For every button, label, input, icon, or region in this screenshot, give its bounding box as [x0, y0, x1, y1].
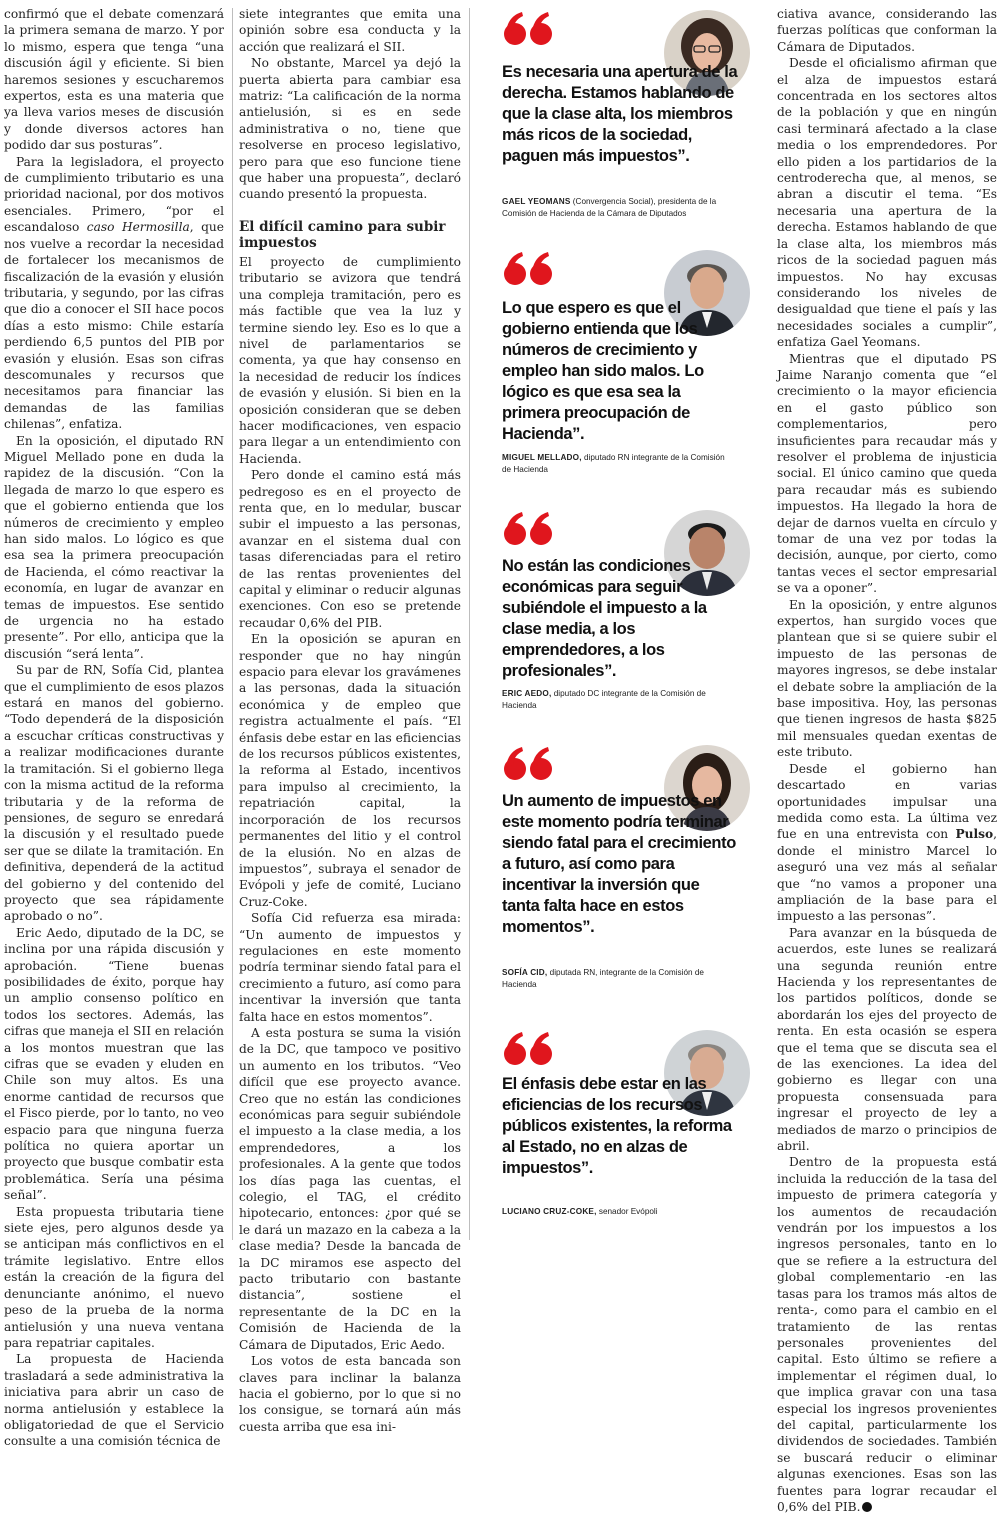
paragraph: Pero donde el camino está más pedregoso es en el proyecto de renta que, en lo medular, buscar subir el impuesto a las personas, avanzar en el sistema dual con tasas diferenciadas para el retiro de las rentas provenientes del capital y eliminar o reducir algunas exenciones. Con eso se pretende recaudar 0,6% del PIB.: [239, 468, 461, 630]
quote-block: [500, 10, 760, 225]
paragraph: Desde el oficialismo afirman que el alza de impuestos estará concentrada en los sectores altos de la población y que en ningún casi terminará afectado a la clase media o los emprendedores. Por ello piden a los partidarios de la centroderecha que, al menos, se abran a discutir el tema. “Es necesaria una apertura de la derecha. Estamos hablando de que la clase alta, los miembros más ricos de la sociedad paguen más impuestos. No hay excusas considerando los niveles de desigualdad que tiene el país y las necesidades sociales a cumplir”, enfatiza Gael Yeomans.: [777, 56, 997, 350]
quote-attribution: GAEL YEOMANS (Convergencia Social), presidenta de la Comisión de Hacienda de la Cámara de Diputados: [502, 197, 717, 218]
quote-block: [500, 250, 760, 480]
article-column-2: [239, 6, 461, 1435]
quote-marks-icon: [502, 10, 556, 46]
emphasis: caso Hermosilla: [86, 220, 190, 235]
quote-marks-icon: [502, 510, 556, 546]
quote-block: [500, 1030, 760, 1230]
article-column-3: [777, 6, 997, 1515]
paragraph: En la oposición se apuran en responder que no hay ningún espacio para elevar los gravámenes a las personas, dada la situación económica y de empleo que registra actualmente el país. “El énfasis debe estar en las eficiencias de los recursos públicos existentes, la reforma al Estado, incentivos para impulso al crecimiento, la repatriación capital, la incorporación de los recursos permanentes del litio y el control de la elusión. No en alzas de impuestos”, subraya el senador de Evópoli y jefe de comité, Luciano Cruz-Coke.: [239, 632, 461, 909]
quote-text: Lo que espero es que el gobierno entienda que los números de crecimiento y empleo han sido malos. Lo lógico es que esa sea la primera preocupación de Hacienda”.: [502, 299, 704, 443]
paragraph: Su par de RN, Sofía Cid, plantea que el cumplimiento de esos plazos estará en manos del gobierno. “Todo dependerá de la disposición a escuchar críticas constructivas y a realizar modificaciones durante la tramitación. Si el gobierno llega con la misma actitud de la reforma tributaria y de la reforma de pensiones, de seguro se enredará la discusión y el resultado puede ser que se dilate la tramitación. En definitiva, dependerá de la actitud del gobierno y del contenido del proyecto que sea rápidamente aprobado o no”.: [4, 663, 224, 924]
quote-text: El énfasis debe estar en las eficiencias de los recursos públicos existentes, la reforma al Estado, no en alzas de impuestos”.: [502, 1075, 732, 1177]
paragraph: ciativa avance, considerando las fuerzas políticas que conforman la Cámara de Diputados.: [777, 7, 997, 54]
paragraph: Eric Aedo, diputado de la DC, se inclina por una rápida discusión y aprobación. “Tiene buenas posibilidades de éxito, porque hay un amplio consenso político en todos los sectores. Además, las cifras que maneja el SII en relación a los montos muestran que las cifras que se evaden y eluden en Chile son muy altos. Es una enorme cantidad de recursos que el Fisco pierde, por lo tanto, no veo espacio para que ninguna fuerza política no quiera aportar un proyecto que busque combatir esta problemática. Sería una pésima señal”.: [4, 925, 224, 1203]
paragraph: Para la legisladora, el proyecto de cumplimiento tributario es una prioridad nacional, por dos motivos esenciales. Primero, “por el escandaloso caso Hermosilla, que nos vuelve a recordar la necesidad de fortalecer los mecanismos de fiscalización de la evasión y elusión tributaria, y segundo, por las cifras que dio a conocer el SII hace pocos días a esto mismo: Chile estaría perdiendo 6,5 puntos del PIB por evasión y elusión. Esas son cifras descomunales y recursos que necesitamos para financiar las demandas de las familias chilenas”, enfatiza.: [4, 154, 224, 432]
paragraph: El proyecto de cumplimiento tributario se avizora que tendrá una compleja tramitación, pero es más factible que vea la luz y termine siendo ley. Eso es lo que a nivel de parlamentarios se comenta, ya que hay consenso en la necesidad de reducir los índices de evasión y elusión. Si bien en la oposición consideran que se deben hacer modificaciones, ven espacio para llegar a un entendimiento con Hacienda.: [239, 254, 461, 466]
publication-name: Pulso: [955, 827, 994, 842]
paragraph: Esta propuesta tributaria tiene siete ejes, pero algunos desde ya se anticipan más conflictivos en el trámite legislativo. Entre ellos están la creación de la figura del denunciante anónimo, el nuevo peso de la prueba de la norma antielusión y una nueva ventana para repatriar capitales.: [4, 1204, 224, 1350]
paragraph: confirmó que el debate comenzará la primera semana de marzo. Y por lo mismo, espera que tenga “una discusión ágil y eficiente. Si bien haremos sesiones y escucharemos expertos, esta es una materia que ya lleva varios meses de discusión y donde diversos actores han podido dar sus posturas”.: [4, 7, 224, 153]
paragraph: siete integrantes que emita una opinión sobre esa conducta y la acción que realizará el SII.: [239, 7, 461, 54]
column-divider: [232, 8, 233, 1240]
quote-attribution: MIGUEL MELLADO, diputado RN integrante de la Comisión de Hacienda: [502, 453, 725, 474]
end-mark-icon: P: [862, 1502, 872, 1512]
quote-block: [500, 510, 760, 720]
article-column-1: [4, 6, 224, 1450]
paragraph: Desde el gobierno han descartado en varias oportunidades impulsar una medida como esta. La última vez fue en una entrevista con Pulso, donde el ministro Marcel lo aseguró una vez más al señalar que “no vamos a proponer una ampliación de la base para el impuesto a las personas”.: [777, 761, 997, 924]
paragraph: No obstante, Marcel ya dejó la puerta abierta para cambiar esa matriz: “La calificación de la norma antielusión, si es en sede administrativa o no, tiene que resolverse en proceso legislativo, pero para que eso funcione tiene que haber una propuesta”, declaró cuando presentó la propuesta.: [239, 56, 461, 202]
paragraph: En la oposición, el diputado RN Miguel Mellado pone en duda la rapidez de la discusión. “Con la llegada de marzo lo que espero es que el gobierno entienda que los números de crecimiento y empleo han sido malos. Lo lógico es que esa sea la primera preocupación de Hacienda, el cómo reactivar la economía, en lugar de avanzar en temas de impuestos. Ese sentido de urgencia no ha estado presente”. Por ello, anticipa que la discusión “será lenta”.: [4, 433, 224, 661]
quotes-sidebar: [484, 0, 759, 1250]
quote-text: Un aumento de impuestos en este momento podría terminar siendo fatal para el crecimiento a futuro, así como para incentivar la inversión que tanta falta hace en estos momentos”.: [502, 792, 736, 936]
column-divider: [469, 8, 470, 1240]
quote-attribution: ERIC AEDO, diputado DC integrante de la Comisión de Hacienda: [502, 689, 706, 710]
paragraph: Sofía Cid refuerza esa mirada: “Un aumento de impuestos y regulaciones en este momento podría terminar siendo fatal para el crecimiento a futuro, así como para incentivar la inversión que tanta falta hace en estos momentos”.: [239, 911, 461, 1024]
paragraph: A esta postura se suma la visión de la DC, que tampoco ve positivo un aumento en los tributos. “Veo difícil que ese proyecto avance. Creo que no están las condiciones económicas para seguir subiéndole el impuesto a la clase media, a los emprendedores, a los profesionales. A la gente que todos los días paga las cuentas, el colegio, el TAG, el crédito hipotecario, entonces: ¿por qué se le dará un mazazo en la cabeza a la clase media? Desde la bancada de la DC miramos ese aspecto del pacto tributario con bastante distancia”, sostiene el representante de la DC en la Comisión de Hacienda de la Cámara de Diputados, Eric Aedo.: [239, 1025, 461, 1352]
paragraph: Mientras que el diputado PS Jaime Naranjo comenta que “el crecimiento o la mayor eficiencia en el gasto público son complementarios, pero insuficientes para recaudar más y resolver el problema de injusticia social. El único camino que queda para recaudar más es subiendo impuestos. Ha llegado la hora de dejar de darnos vuelta en círculo y tomar de una vez por todas la decisión, aunque, por cierto, como tantas veces el sector empresarial se va a oponer”.: [777, 351, 997, 596]
quote-marks-icon: [502, 1030, 556, 1066]
paragraph: Dentro de la propuesta está incluida la reducción de la tasa del impuesto de primera categoría y los aumentos de recaudación vendrán por los impuestos a los ingresos personales, tanto en lo que se refiere a la estructura del global complementario -en las tasas para los tramos más altos de renta-, como para el cambio en el tratamiento de las rentas personales provenientes del capital. Esto último se refiere a implementar el régimen dual, lo que implica gravar con una tasa especial los ingresos provenientes del capital, particularmente los dividendos de sociedades. También se buscará reducir o eliminar algunas exenciones. Esas son las fuentes para lograr recaudar el 0,6% del PIB. P: [777, 1155, 997, 1514]
quote-text: No están las condiciones económicas para seguir subiéndole el impuesto a la clase media, a los emprendedores, a los profesionales”.: [502, 557, 707, 680]
paragraph: Para avanzar en la búsqueda de acuerdos, este lunes se realizará una segunda reunión entre Hacienda y los representantes de los partidos políticos, donde se abordarán los ejes del proyecto de renta. En esta ocasión se espera que el tema que se discuta sea el de las exenciones. La idea del gobierno es llegar con una propuesta consensuada para ingresar el proyecto de ley a mediados de marzo o principios de abril.: [777, 925, 997, 1154]
paragraph: La propuesta de Hacienda trasladará a sede administrativa la iniciativa para abrir un caso de norma antielusión y establece la obligatoriedad de que el Servicio consulte a una comisión técnica de: [4, 1352, 224, 1449]
paragraph: En la oposición, y entre algunos expertos, han surgido voces que plantean que si se quiere subir el impuesto de las personas de mayores ingresos, se debe instalar el debate sobre la ampliación de la base impositiva. Hoy, las personas que tienen ingresos de hasta $825 mil mensuales quedan exentas de este tributo.: [777, 597, 997, 760]
quote-attribution: SOFÍA CID, diputada RN, integrante de la Comisión de Hacienda: [502, 968, 704, 989]
quote-text: Es necesaria una apertura de la derecha. Estamos hablando de que la clase alta, los miembros más ricos de la sociedad, paguen más impuestos”.: [502, 63, 738, 165]
quote-attribution: LUCIANO CRUZ-COKE, senador Evópoli: [502, 1207, 658, 1216]
quote-marks-icon: [502, 745, 556, 781]
section-heading: El difícil camino para subir impuestos: [239, 218, 446, 251]
quote-marks-icon: [502, 250, 556, 286]
quote-block: [500, 745, 760, 1005]
paragraph: Los votos de esta bancada son claves para inclinar la balanza hacia el gobierno, por lo que si no los consigue, se tornará aún más cuesta arriba que esa ini-: [239, 1354, 461, 1434]
